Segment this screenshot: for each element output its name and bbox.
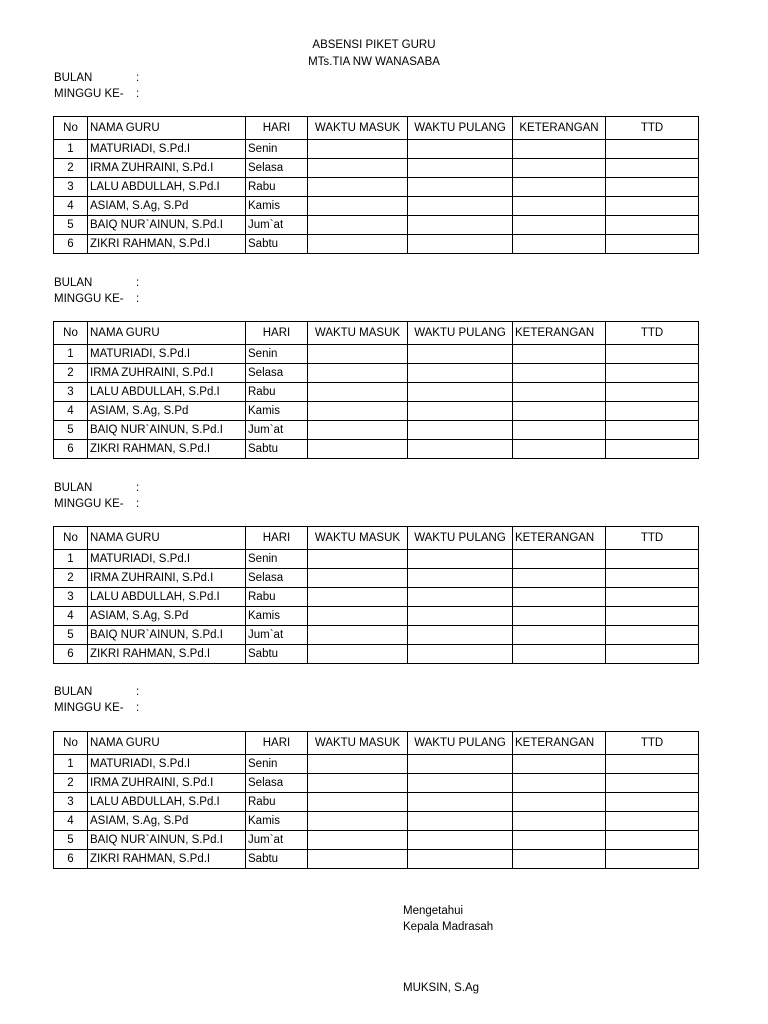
row-nama: ASIAM, S.Ag, S.Pd — [88, 402, 246, 421]
period-block-3 — [54, 480, 139, 512]
row-nama: LALU ABDULLAH, S.Pd.I — [88, 178, 246, 197]
ttd-cell[interactable] — [606, 440, 699, 459]
col-waktu-masuk: WAKTU MASUK — [308, 527, 408, 550]
waktu-masuk-cell[interactable] — [308, 774, 408, 793]
row-nama: IRMA ZUHRAINI, S.Pd.I — [88, 159, 246, 178]
table-header-row — [54, 732, 699, 755]
waktu-pulang-cell[interactable] — [408, 850, 513, 869]
ttd-cell[interactable] — [606, 364, 699, 383]
keterangan-cell[interactable] — [513, 402, 606, 421]
keterangan-cell[interactable] — [513, 831, 606, 850]
table-row — [54, 588, 699, 607]
col-no: No — [54, 322, 88, 345]
minggu-label: MINGGU KE- — [54, 293, 124, 305]
col-waktu-pulang: WAKTU PULANG — [408, 322, 513, 345]
row-no: 2 — [54, 364, 88, 383]
col-no: No — [54, 117, 88, 140]
col-keterangan: KETERANGAN — [513, 527, 606, 550]
document-title: ABSENSI PIKET GURU — [312, 39, 436, 51]
row-no: 4 — [54, 402, 88, 421]
keterangan-cell[interactable] — [513, 440, 606, 459]
row-hari: Selasa — [246, 364, 308, 383]
bulan-colon: : — [136, 277, 140, 289]
col-waktu-pulang: WAKTU PULANG — [408, 527, 513, 550]
row-nama: IRMA ZUHRAINI, S.Pd.I — [88, 364, 246, 383]
waktu-pulang-cell[interactable] — [408, 645, 513, 664]
col-keterangan: KETERANGAN — [513, 732, 606, 755]
minggu-colon: : — [136, 702, 140, 714]
waktu-pulang-cell[interactable] — [408, 345, 513, 364]
row-hari: Jum`at — [246, 626, 308, 645]
row-hari: Rabu — [246, 178, 308, 197]
minggu-label: MINGGU KE- — [54, 702, 124, 714]
keterangan-cell[interactable] — [513, 812, 606, 831]
row-no: 5 — [54, 831, 88, 850]
row-nama: ZIKRI RAHMAN, S.Pd.I — [88, 235, 246, 254]
waktu-pulang-cell[interactable] — [408, 178, 513, 197]
row-no: 3 — [54, 178, 88, 197]
bulan-label: BULAN — [54, 277, 93, 289]
row-no: 4 — [54, 812, 88, 831]
waktu-masuk-cell[interactable] — [308, 831, 408, 850]
waktu-pulang-cell[interactable] — [408, 550, 513, 569]
waktu-masuk-cell[interactable] — [308, 588, 408, 607]
keterangan-cell[interactable] — [513, 793, 606, 812]
col-hari: HARI — [246, 527, 308, 550]
ttd-cell[interactable] — [606, 383, 699, 402]
row-nama: LALU ABDULLAH, S.Pd.I — [88, 383, 246, 402]
table-row — [54, 383, 699, 402]
waktu-pulang-cell[interactable] — [408, 402, 513, 421]
keterangan-cell[interactable] — [513, 755, 606, 774]
keterangan-cell[interactable] — [513, 607, 606, 626]
bulan-label: BULAN — [54, 72, 93, 84]
col-hari: HARI — [246, 732, 308, 755]
table-header-row — [54, 117, 699, 140]
bulan-colon: : — [136, 686, 140, 698]
row-no: 5 — [54, 626, 88, 645]
signer-block — [403, 980, 479, 996]
waktu-pulang-cell[interactable] — [408, 159, 513, 178]
period-block-4 — [54, 684, 139, 716]
waktu-pulang-cell[interactable] — [408, 831, 513, 850]
ttd-cell[interactable] — [606, 402, 699, 421]
row-nama: ASIAM, S.Ag, S.Pd — [88, 607, 246, 626]
col-waktu-pulang: WAKTU PULANG — [408, 117, 513, 140]
waktu-pulang-cell[interactable] — [408, 588, 513, 607]
col-ttd: TTD — [606, 117, 699, 140]
table-row — [54, 645, 699, 664]
waktu-masuk-cell[interactable] — [308, 626, 408, 645]
mengetahui-label: Mengetahui — [403, 905, 464, 917]
waktu-pulang-cell[interactable] — [408, 216, 513, 235]
col-no: No — [54, 732, 88, 755]
row-hari: Jum`at — [246, 216, 308, 235]
attendance-table-2 — [53, 321, 699, 459]
keterangan-cell[interactable] — [513, 178, 606, 197]
row-hari: Jum`at — [246, 831, 308, 850]
row-no: 5 — [54, 216, 88, 235]
period-block-2 — [54, 275, 139, 307]
row-nama: IRMA ZUHRAINI, S.Pd.I — [88, 774, 246, 793]
row-hari: Kamis — [246, 607, 308, 626]
row-no: 6 — [54, 440, 88, 459]
waktu-masuk-cell[interactable] — [308, 178, 408, 197]
ttd-cell[interactable] — [606, 774, 699, 793]
row-no: 5 — [54, 421, 88, 440]
ttd-cell[interactable] — [606, 755, 699, 774]
col-nama-guru: NAMA GURU — [88, 527, 246, 550]
table-row — [54, 159, 699, 178]
row-hari: Rabu — [246, 793, 308, 812]
row-nama: MATURIADI, S.Pd.I — [88, 345, 246, 364]
row-no: 6 — [54, 645, 88, 664]
row-nama: ZIKRI RAHMAN, S.Pd.I — [88, 440, 246, 459]
table-header-row — [54, 527, 699, 550]
waktu-pulang-cell[interactable] — [408, 197, 513, 216]
minggu-label: MINGGU KE- — [54, 88, 124, 100]
ttd-cell[interactable] — [606, 345, 699, 364]
bulan-label: BULAN — [54, 686, 93, 698]
ttd-cell[interactable] — [606, 793, 699, 812]
row-hari: Rabu — [246, 383, 308, 402]
table-row — [54, 831, 699, 850]
waktu-masuk-cell[interactable] — [308, 645, 408, 664]
waktu-masuk-cell[interactable] — [308, 550, 408, 569]
row-no: 6 — [54, 235, 88, 254]
waktu-pulang-cell[interactable] — [408, 383, 513, 402]
row-no: 1 — [54, 550, 88, 569]
col-hari: HARI — [246, 322, 308, 345]
row-hari: Kamis — [246, 402, 308, 421]
ttd-cell[interactable] — [606, 850, 699, 869]
waktu-masuk-cell[interactable] — [308, 216, 408, 235]
bulan-colon: : — [136, 72, 140, 84]
keterangan-cell[interactable] — [513, 140, 606, 159]
waktu-pulang-cell[interactable] — [408, 812, 513, 831]
row-nama: BAIQ NUR`AINUN, S.Pd.I — [88, 626, 246, 645]
table-row — [54, 197, 699, 216]
row-no: 3 — [54, 793, 88, 812]
waktu-masuk-cell[interactable] — [308, 197, 408, 216]
waktu-masuk-cell[interactable] — [308, 421, 408, 440]
table-row — [54, 607, 699, 626]
waktu-masuk-cell[interactable] — [308, 140, 408, 159]
attendance-table-3 — [53, 526, 699, 664]
table-row — [54, 402, 699, 421]
bulan-label: BULAN — [54, 482, 93, 494]
table-row — [54, 850, 699, 869]
keterangan-cell[interactable] — [513, 383, 606, 402]
row-no: 2 — [54, 774, 88, 793]
row-no: 2 — [54, 569, 88, 588]
ttd-cell[interactable] — [606, 140, 699, 159]
col-nama-guru: NAMA GURU — [88, 732, 246, 755]
row-hari: Sabtu — [246, 235, 308, 254]
row-nama: BAIQ NUR`AINUN, S.Pd.I — [88, 216, 246, 235]
waktu-masuk-cell[interactable] — [308, 383, 408, 402]
waktu-masuk-cell[interactable] — [308, 364, 408, 383]
ttd-cell[interactable] — [606, 645, 699, 664]
approval-block — [403, 903, 493, 935]
table-row — [54, 235, 699, 254]
row-nama: MATURIADI, S.Pd.I — [88, 755, 246, 774]
kepala-madrasah-label: Kepala Madrasah — [403, 921, 494, 933]
waktu-masuk-cell[interactable] — [308, 235, 408, 254]
keterangan-cell[interactable] — [513, 235, 606, 254]
keterangan-cell[interactable] — [513, 626, 606, 645]
keterangan-cell[interactable] — [513, 850, 606, 869]
keterangan-cell[interactable] — [513, 345, 606, 364]
row-no: 6 — [54, 850, 88, 869]
table-row — [54, 345, 699, 364]
table-row — [54, 550, 699, 569]
keterangan-cell[interactable] — [513, 421, 606, 440]
table-row — [54, 216, 699, 235]
waktu-pulang-cell[interactable] — [408, 421, 513, 440]
table-row — [54, 812, 699, 831]
ttd-cell[interactable] — [606, 607, 699, 626]
ttd-cell[interactable] — [606, 626, 699, 645]
row-hari: Sabtu — [246, 850, 308, 869]
ttd-cell[interactable] — [606, 421, 699, 440]
row-nama: BAIQ NUR`AINUN, S.Pd.I — [88, 831, 246, 850]
row-hari: Rabu — [246, 588, 308, 607]
keterangan-cell[interactable] — [513, 159, 606, 178]
row-no: 1 — [54, 140, 88, 159]
table-row — [54, 774, 699, 793]
row-hari: Senin — [246, 345, 308, 364]
col-waktu-masuk: WAKTU MASUK — [308, 117, 408, 140]
row-hari: Selasa — [246, 774, 308, 793]
col-nama-guru: NAMA GURU — [88, 117, 246, 140]
col-waktu-pulang: WAKTU PULANG — [408, 732, 513, 755]
col-no: No — [54, 527, 88, 550]
ttd-cell[interactable] — [606, 569, 699, 588]
waktu-masuk-cell[interactable] — [308, 402, 408, 421]
attendance-table-1 — [53, 116, 699, 254]
minggu-label: MINGGU KE- — [54, 498, 124, 510]
row-no: 1 — [54, 755, 88, 774]
row-no: 2 — [54, 159, 88, 178]
ttd-cell[interactable] — [606, 178, 699, 197]
row-nama: IRMA ZUHRAINI, S.Pd.I — [88, 569, 246, 588]
row-hari: Kamis — [246, 812, 308, 831]
row-hari: Sabtu — [246, 440, 308, 459]
table-row — [54, 793, 699, 812]
row-no: 1 — [54, 345, 88, 364]
keterangan-cell[interactable] — [513, 364, 606, 383]
row-no: 4 — [54, 197, 88, 216]
row-hari: Jum`at — [246, 421, 308, 440]
waktu-masuk-cell[interactable] — [308, 793, 408, 812]
row-hari: Selasa — [246, 159, 308, 178]
minggu-colon: : — [136, 293, 140, 305]
ttd-cell[interactable] — [606, 588, 699, 607]
waktu-masuk-cell[interactable] — [308, 812, 408, 831]
waktu-pulang-cell[interactable] — [408, 793, 513, 812]
col-keterangan: KETERANGAN — [513, 117, 606, 140]
ttd-cell[interactable] — [606, 550, 699, 569]
table-row — [54, 364, 699, 383]
waktu-pulang-cell[interactable] — [408, 569, 513, 588]
ttd-cell[interactable] — [606, 831, 699, 850]
row-hari: Selasa — [246, 569, 308, 588]
row-nama: ASIAM, S.Ag, S.Pd — [88, 197, 246, 216]
bulan-colon: : — [136, 482, 140, 494]
row-nama: MATURIADI, S.Pd.I — [88, 550, 246, 569]
keterangan-cell[interactable] — [513, 197, 606, 216]
row-hari: Senin — [246, 550, 308, 569]
table-row — [54, 140, 699, 159]
row-no: 3 — [54, 588, 88, 607]
row-nama: LALU ABDULLAH, S.Pd.I — [88, 588, 246, 607]
waktu-masuk-cell[interactable] — [308, 755, 408, 774]
waktu-masuk-cell[interactable] — [308, 440, 408, 459]
minggu-colon: : — [136, 498, 140, 510]
ttd-cell[interactable] — [606, 197, 699, 216]
col-ttd: TTD — [606, 322, 699, 345]
row-nama: LALU ABDULLAH, S.Pd.I — [88, 793, 246, 812]
row-nama: BAIQ NUR`AINUN, S.Pd.I — [88, 421, 246, 440]
row-hari: Senin — [246, 140, 308, 159]
ttd-cell[interactable] — [606, 235, 699, 254]
table-row — [54, 755, 699, 774]
col-waktu-masuk: WAKTU MASUK — [308, 322, 408, 345]
waktu-pulang-cell[interactable] — [408, 774, 513, 793]
col-ttd: TTD — [606, 527, 699, 550]
waktu-masuk-cell[interactable] — [308, 607, 408, 626]
ttd-cell[interactable] — [606, 159, 699, 178]
period-block-1 — [54, 70, 139, 102]
waktu-pulang-cell[interactable] — [408, 364, 513, 383]
waktu-pulang-cell[interactable] — [408, 626, 513, 645]
waktu-pulang-cell[interactable] — [408, 440, 513, 459]
waktu-masuk-cell[interactable] — [308, 159, 408, 178]
keterangan-cell[interactable] — [513, 550, 606, 569]
table-row — [54, 569, 699, 588]
signer-name: MUKSIN, S.Ag — [403, 982, 480, 994]
keterangan-cell[interactable] — [513, 774, 606, 793]
col-ttd: TTD — [606, 732, 699, 755]
attendance-table-4 — [53, 731, 699, 869]
waktu-pulang-cell[interactable] — [408, 755, 513, 774]
waktu-pulang-cell[interactable] — [408, 607, 513, 626]
ttd-cell[interactable] — [606, 812, 699, 831]
minggu-colon: : — [136, 88, 140, 100]
table-row — [54, 421, 699, 440]
ttd-cell[interactable] — [606, 216, 699, 235]
keterangan-cell[interactable] — [513, 588, 606, 607]
table-row — [54, 178, 699, 197]
row-nama: ASIAM, S.Ag, S.Pd — [88, 812, 246, 831]
row-nama: ZIKRI RAHMAN, S.Pd.I — [88, 645, 246, 664]
col-keterangan: KETERANGAN — [513, 322, 606, 345]
waktu-masuk-cell[interactable] — [308, 569, 408, 588]
col-waktu-masuk: WAKTU MASUK — [308, 732, 408, 755]
col-hari: HARI — [246, 117, 308, 140]
row-hari: Kamis — [246, 197, 308, 216]
table-row — [54, 626, 699, 645]
row-nama: MATURIADI, S.Pd.I — [88, 140, 246, 159]
keterangan-cell[interactable] — [513, 645, 606, 664]
keterangan-cell[interactable] — [513, 216, 606, 235]
table-row — [54, 440, 699, 459]
waktu-masuk-cell[interactable] — [308, 345, 408, 364]
keterangan-cell[interactable] — [513, 569, 606, 588]
document-subtitle: MTs.TIA NW WANASABA — [308, 56, 440, 68]
waktu-masuk-cell[interactable] — [308, 850, 408, 869]
col-nama-guru: NAMA GURU — [88, 322, 246, 345]
row-nama: ZIKRI RAHMAN, S.Pd.I — [88, 850, 246, 869]
table-header-row — [54, 322, 699, 345]
waktu-pulang-cell[interactable] — [408, 140, 513, 159]
row-hari: Sabtu — [246, 645, 308, 664]
row-no: 4 — [54, 607, 88, 626]
waktu-pulang-cell[interactable] — [408, 235, 513, 254]
row-hari: Senin — [246, 755, 308, 774]
row-no: 3 — [54, 383, 88, 402]
